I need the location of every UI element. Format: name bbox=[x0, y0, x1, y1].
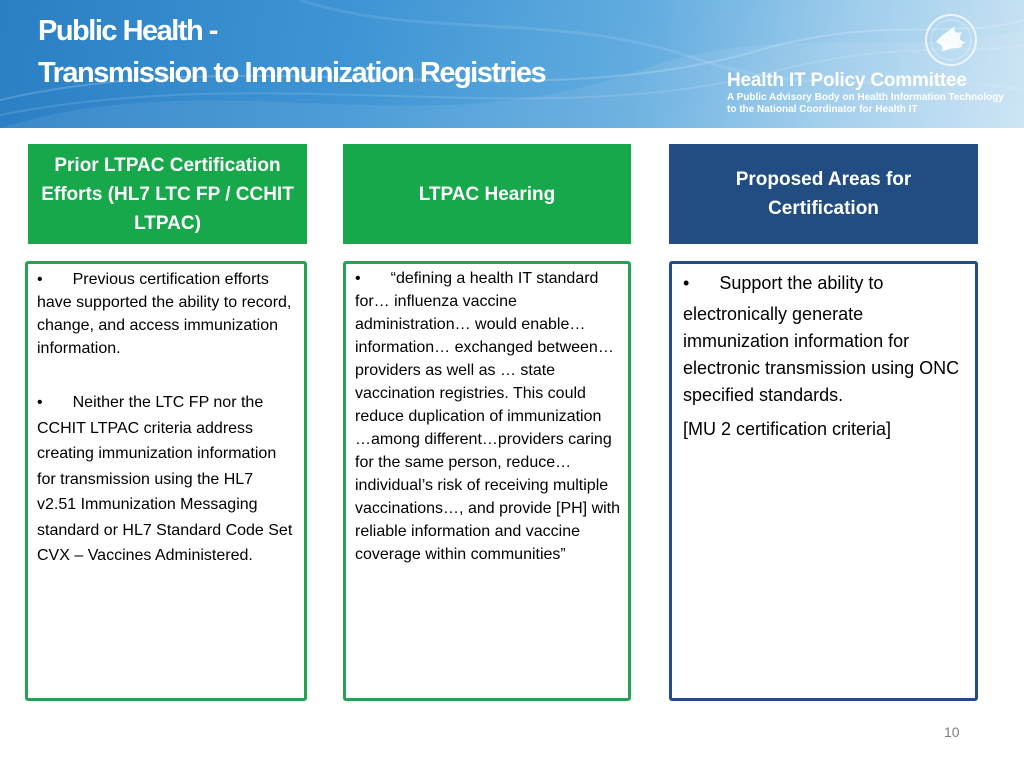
column-header-prior-ltpac: Prior LTPAC Certification Efforts (HL7 LTC FP / CCHIT LTPAC) bbox=[28, 144, 307, 244]
slide-title bbox=[38, 10, 545, 94]
hhs-eagle-emblem-icon bbox=[922, 12, 980, 68]
column-header-proposed-areas: Proposed Areas for Certification bbox=[669, 144, 978, 244]
bullet-dot: • bbox=[355, 270, 361, 287]
hearing-quote: “defining a health IT standard for… influenza vaccine administration… would enable…information… exchanged between… providers as well as … state vaccination registries. This could reduce duplication of immunization …among different…providers caring for the same person, reduce… individual’s risk of receiving multiple vaccinations…, and provide [PH] with reliable information and vaccine coverage within communities” bbox=[355, 270, 621, 563]
bullet-dot: • bbox=[37, 271, 43, 288]
column-body-proposed-areas bbox=[669, 261, 978, 701]
committee-subtitle-1: A Public Advisory Body on Health Information Technology bbox=[727, 92, 1004, 103]
column-header-ltpac-hearing: LTPAC Hearing bbox=[343, 144, 631, 244]
committee-subtitle-2: to the National Coordinator for Health IT bbox=[727, 104, 918, 115]
bullet-text: Previous certification efforts have supported the ability to record, change, and access immunization information. bbox=[37, 271, 292, 357]
bullet-text: Neither the LTC FP nor the CCHIT LTPAC criteria address creating immunization information for transmission using the HL7 v2.51 Immunization Messaging standard or HL7 Standard Code Set CVX – Vaccines Administered. bbox=[37, 394, 293, 564]
bullet-dot: • bbox=[37, 394, 43, 411]
committee-logo-text bbox=[727, 70, 1017, 116]
title-line-1: Public Health - bbox=[38, 15, 217, 47]
column-body-ltpac-hearing bbox=[343, 261, 631, 701]
title-line-2: Transmission to Immunization Registries bbox=[38, 57, 546, 89]
bullet-item bbox=[37, 390, 296, 569]
bullet-item bbox=[683, 270, 965, 297]
header-banner bbox=[0, 0, 1024, 128]
bullet-dot: • bbox=[683, 273, 690, 293]
column-body-prior-ltpac bbox=[25, 261, 307, 701]
page-number: 10 bbox=[944, 724, 960, 740]
bullet-lead-text: Support the ability to bbox=[719, 273, 884, 293]
mu2-criteria-note: [MU 2 certification criteria] bbox=[683, 419, 892, 439]
bullet-continuation: electronically generate immunization information for electronic transmission using ONC specified standards. bbox=[683, 304, 960, 405]
committee-name: Health IT Policy Committee bbox=[727, 70, 967, 91]
bullet-item bbox=[37, 268, 296, 360]
bullet-item bbox=[355, 267, 620, 566]
